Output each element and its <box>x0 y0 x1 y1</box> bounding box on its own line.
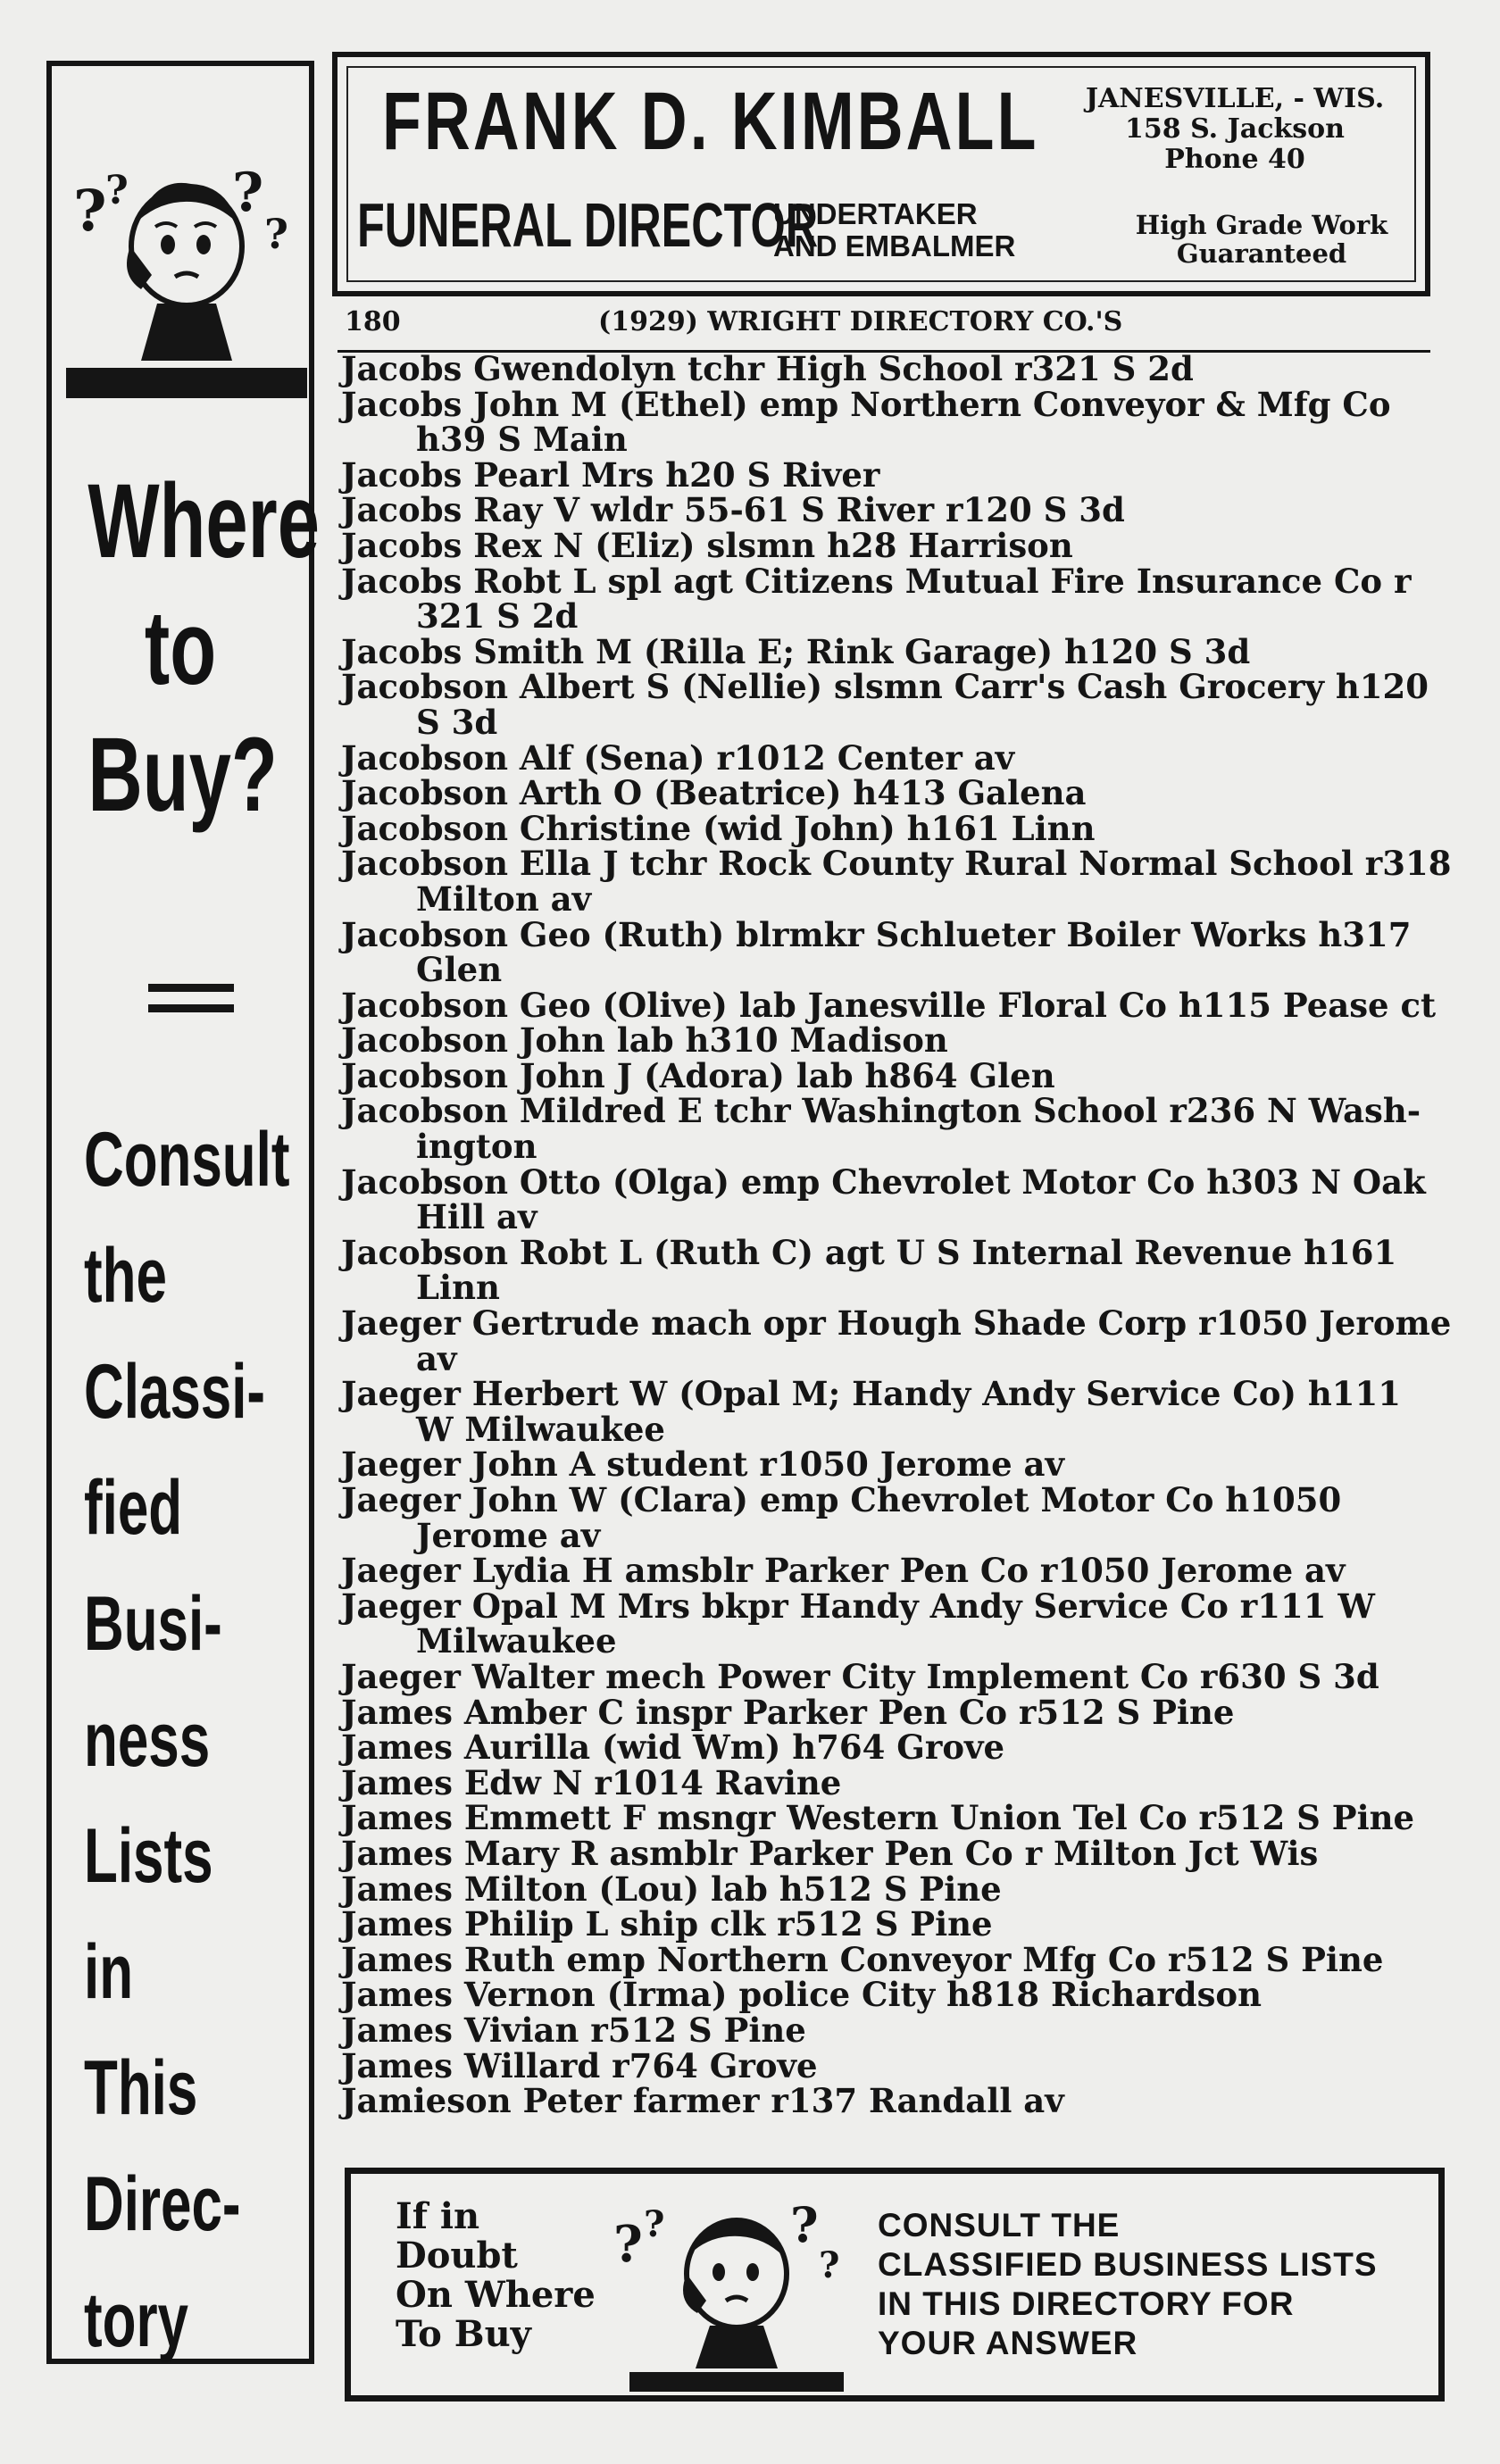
entry-continuation-line: Jerome av <box>416 1515 601 1555</box>
ad-guarantee-line: High Grade Work <box>1135 210 1388 240</box>
sidebar-message <box>52 1102 309 2378</box>
directory-entry <box>341 1904 1438 1944</box>
sidebar-message-line: in <box>84 1929 134 2015</box>
directory-entry <box>341 985 1438 1025</box>
directory-entry <box>341 454 1438 495</box>
directory-entry <box>341 1586 1438 1661</box>
entry-line: James Mary R asmblr Parker Pen Co r Milton Jct Wis <box>341 1833 1319 1873</box>
sidebar-headline-1: Where <box>88 462 320 580</box>
ad-city: JANESVILLE, - WIS. <box>1085 83 1385 114</box>
directory-entry <box>341 1303 1452 1378</box>
sidebar-headline-3: Buy? <box>88 716 278 834</box>
svg-text:?: ? <box>819 2244 840 2286</box>
sidebar-message-line: fied <box>84 1465 183 1551</box>
entry-continuation-line: h39 S Main <box>416 420 628 460</box>
entry-continuation-line: 321 S 2d <box>416 596 579 637</box>
entry-line: Jacobson Albert S (Nellie) slsmn Carr's Cash Grocery h120 <box>341 667 1429 707</box>
entry-line: Jacobson Geo (Olive) lab Janesville Floral Co h115 Pease ct <box>341 985 1437 1025</box>
entry-line: Jacobson Geo (Ruth) blrmkr Schlueter Boiler Works h317 <box>341 914 1412 954</box>
directory-entry <box>341 773 1438 813</box>
ad-answer-line: YOUR ANSWER <box>878 2325 1138 2361</box>
entry-line: Jacobson John lab h310 Madison <box>341 1020 948 1061</box>
ad-contact <box>1052 84 1418 175</box>
sidebar-message-line: Consult <box>84 1117 290 1203</box>
entry-continuation-line: Milwaukee <box>416 1621 617 1661</box>
funeral-director-ad <box>332 52 1430 296</box>
svg-text:?: ? <box>790 2196 819 2253</box>
entry-line: James Edw N r1014 Ravine <box>341 1762 842 1802</box>
ad-question-line: Doubt <box>396 2235 518 2277</box>
directory-entry <box>341 1692 1438 1732</box>
entry-line: Jacobson Mildred E tchr Washington School r236 N Wash- <box>341 1091 1421 1131</box>
directory-entry <box>341 1656 1438 1696</box>
svg-text:?: ? <box>232 162 264 224</box>
directory-entry <box>341 1020 1438 1061</box>
ad-answer-line: CONSULT THE <box>878 2207 1121 2243</box>
sidebar-message-line: ness <box>84 1697 211 1783</box>
entry-line: James Vernon (Irma) police City h818 Richardson <box>341 1975 1262 2015</box>
entry-continuation-line: Hill av <box>416 1197 538 1237</box>
entry-line: James Vivian r512 S Pine <box>341 2010 806 2050</box>
puzzled-man-icon <box>66 141 307 409</box>
svg-text:?: ? <box>105 168 129 213</box>
ad-services-line: AND EMBALMER <box>773 229 1016 262</box>
publisher-title: (1929) WRIGHT DIRECTORY CO.'S <box>598 306 1123 337</box>
sidebar-headline-2: to <box>144 589 217 707</box>
directory-entry <box>341 1091 1438 1167</box>
entry-line: Jacobson Arth O (Beatrice) h413 Galena <box>341 773 1087 813</box>
ad-answer-line: CLASSIFIED BUSINESS LISTS <box>878 2246 1378 2283</box>
entry-line: Jaeger Walter mech Power City Implement Co r630 S 3d <box>341 1656 1379 1696</box>
sidebar-message-line: This <box>84 2045 198 2131</box>
svg-text:?: ? <box>644 2203 665 2245</box>
svg-text:?: ? <box>613 2215 643 2274</box>
ad-question-line: To Buy <box>396 2313 531 2355</box>
ad-business-title: FUNERAL DIRECTOR <box>357 190 819 260</box>
directory-entry <box>341 1480 1438 1555</box>
entry-continuation-line: Milton av <box>416 878 592 919</box>
sidebar-message-line: Direc- <box>84 2161 241 2247</box>
directory-entry <box>341 1055 1438 1095</box>
directory-entry <box>341 1232 1438 1308</box>
ad-question-line: If in <box>396 2195 480 2237</box>
entry-line: James Aurilla (wid Wm) h764 Grove <box>341 1727 1005 1768</box>
ad-answer <box>878 2206 1378 2363</box>
directory-entry <box>341 1977 1438 2013</box>
entry-line: James Philip L ship clk r512 S Pine <box>341 1904 993 1944</box>
sidebar-message-line: tory <box>84 2277 188 2363</box>
ad-guarantee-line: Guaranteed <box>1176 238 1347 269</box>
sidebar-ad <box>46 61 320 2364</box>
directory-entry <box>341 1374 1438 1449</box>
entry-line: Jacobs John M (Ethel) emp Northern Conveyor & Mfg Co <box>341 384 1391 424</box>
directory-entry <box>341 384 1438 460</box>
directory-entry <box>341 490 1438 530</box>
classified-ad <box>345 2168 1445 2402</box>
entry-line: Jacobson Robt L (Ruth C) agt U S Internal Revenue h161 <box>341 1232 1397 1272</box>
entry-line: Jaeger John W (Clara) emp Chevrolet Motor Co h1050 <box>341 1480 1342 1519</box>
sidebar-message-line: Classi- <box>84 1349 266 1435</box>
entry-line: Jacobs Smith M (Rilla E; Rink Garage) h120 S 3d <box>341 631 1251 671</box>
entry-line: Jaeger Herbert W (Opal M; Handy Andy Service Co) h111 <box>341 1374 1401 1414</box>
entry-line: Jaeger Gertrude mach opr Hough Shade Corp r1050 Jerome <box>341 1303 1452 1344</box>
entry-continuation-line: S 3d <box>416 702 498 742</box>
entry-line: Jacobs Robt L spl agt Citizens Mutual Fire Insurance Co r <box>341 561 1412 601</box>
entry-line: Jacobs Gwendolyn tchr High School r321 S 2d <box>341 349 1194 388</box>
directory-entry <box>341 844 1452 919</box>
sidebar-message-line: the <box>84 1233 167 1319</box>
entry-line: James Milton (Lou) lab h512 S Pine <box>341 1869 1002 1909</box>
directory-entry <box>341 737 1438 778</box>
entry-line: James Amber C inspr Parker Pen Co r512 S Pine <box>341 1692 1235 1732</box>
ad-services <box>773 198 1015 262</box>
directory-entry <box>341 1161 1438 1237</box>
directory-entry <box>341 1833 1438 1873</box>
entry-line: Jacobson Christine (wid John) h161 Linn <box>341 808 1096 848</box>
entry-continuation-line: Linn <box>416 1268 500 1308</box>
entry-line: Jacobson John J (Adora) lab h864 Glen <box>341 1055 1055 1095</box>
directory-entry <box>341 808 1438 848</box>
directory-entry <box>341 561 1438 637</box>
entry-continuation-line: ington <box>416 1127 538 1167</box>
entry-line: James Emmett F msngr Western Union Tel Co r512 S Pine <box>341 1798 1415 1838</box>
entry-continuation-line: av <box>416 1338 457 1378</box>
ad-phone: Phone 40 <box>1164 144 1305 175</box>
entry-continuation-line: W Milwaukee <box>416 1409 665 1449</box>
directory-entry <box>341 2081 1438 2121</box>
ad-business-name: FRANK D. KIMBALL <box>382 76 1039 167</box>
entry-continuation-line: Glen <box>416 950 503 990</box>
page-header <box>339 300 1430 345</box>
ad-services-line: UNDERTAKER <box>773 197 978 230</box>
page-number: 180 <box>345 306 401 337</box>
directory-entry <box>341 1798 1438 1838</box>
directory-entry <box>341 1762 1438 1802</box>
entry-line: Jacobs Rex N (Eliz) slsmn h28 Harrison <box>341 525 1073 565</box>
entry-line: Jaeger Opal M Mrs bkpr Handy Andy Service Co r111 W <box>341 1586 1375 1626</box>
entry-line: Jaeger Lydia H amsblr Parker Pen Co r1050 Jerome av <box>341 1551 1346 1591</box>
ad-answer-line: IN THIS DIRECTORY FOR <box>878 2285 1295 2322</box>
ad-question <box>396 2197 596 2354</box>
directory-entry <box>341 2010 1438 2050</box>
entry-line: Jaeger John A student r1050 Jerome av <box>341 1444 1064 1485</box>
directory-entry <box>341 914 1438 990</box>
svg-text:?: ? <box>73 178 107 245</box>
entry-line: Jacobson Ella J tchr Rock County Rural Normal School r318 <box>341 844 1452 884</box>
directory-entry <box>341 525 1438 565</box>
entry-line: Jacobs Ray V wldr 55-61 S River r120 S 3d <box>341 490 1125 530</box>
equals-divider <box>148 984 234 1014</box>
puzzled-man-icon <box>612 2185 862 2395</box>
directory-entry <box>341 1727 1438 1768</box>
directory-entry <box>341 1444 1438 1485</box>
directory-entry <box>341 667 1438 742</box>
ad-guarantee <box>1105 211 1418 268</box>
directory-entry <box>341 1869 1438 1909</box>
entry-line: Jacobson Otto (Olga) emp Chevrolet Motor Co h303 N Oak <box>341 1161 1426 1202</box>
directory-entry <box>341 631 1438 671</box>
entry-line: James Ruth emp Northern Conveyor Mfg Co r512 S Pine <box>341 1939 1384 1979</box>
directory-listings <box>341 349 1452 2121</box>
entry-line: James Willard r764 Grove <box>341 2045 818 2085</box>
entry-line: Jacobs Pearl Mrs h20 S River <box>341 454 880 495</box>
entry-line: Jamieson Peter farmer r137 Randall av <box>341 2081 1064 2121</box>
directory-entry <box>341 1939 1438 1979</box>
directory-entry <box>341 349 1438 388</box>
directory-entry <box>341 2045 1438 2085</box>
directory-entry <box>341 1553 1438 1589</box>
ad-address: 158 S. Jackson <box>1125 113 1345 145</box>
entry-line: Jacobson Alf (Sena) r1012 Center av <box>341 737 1015 778</box>
sidebar-message-line: Lists <box>84 1813 213 1899</box>
ad-question-line: On Where <box>396 2274 596 2316</box>
svg-text:?: ? <box>264 210 288 258</box>
sidebar-message-line: Busi- <box>84 1581 222 1667</box>
